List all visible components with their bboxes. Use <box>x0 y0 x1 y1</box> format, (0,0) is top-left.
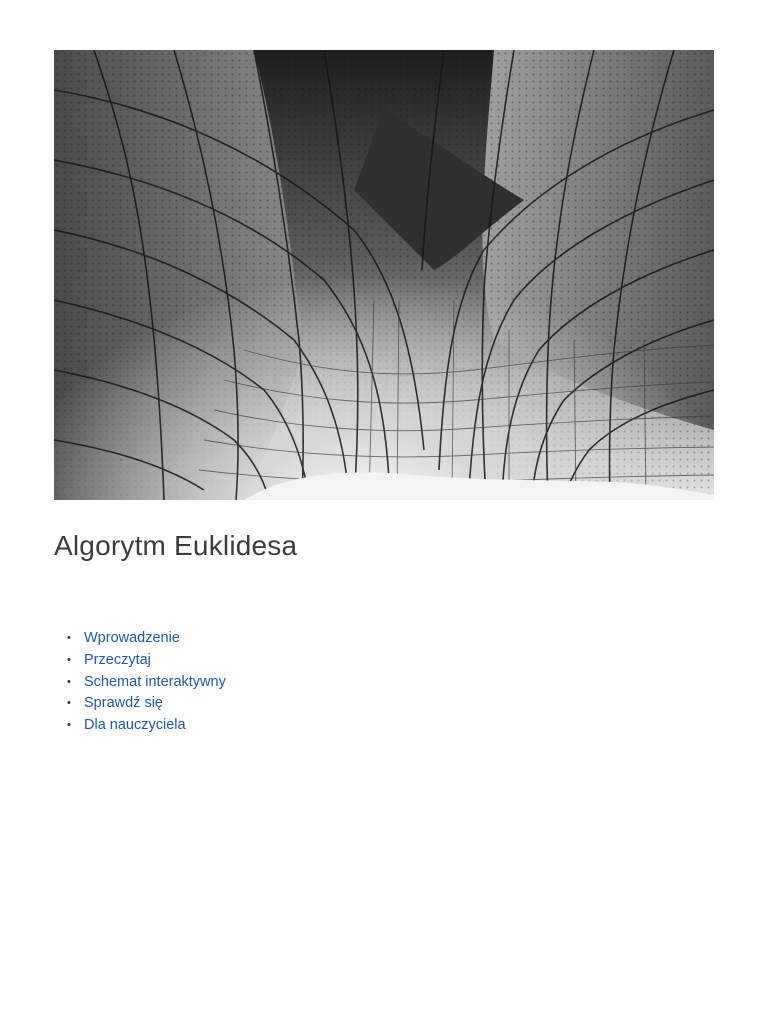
toc-item-schemat-interaktywny <box>67 672 226 694</box>
bullet-icon: • <box>67 632 71 644</box>
toc-link-dla-nauczyciela[interactable]: Dla nauczyciela <box>84 717 186 734</box>
toc-link-schemat-interaktywny[interactable]: Schemat interaktywny <box>84 673 226 690</box>
bullet-icon: • <box>67 697 71 710</box>
table-of-contents <box>54 628 226 737</box>
toc-item-dla-nauczyciela <box>67 715 226 737</box>
bullet-icon: • <box>67 719 71 732</box>
ceiling-photo <box>54 50 714 500</box>
bullet-icon: • <box>67 653 71 666</box>
bullet-icon: • <box>67 675 71 688</box>
toc-link-sprawdz-sie[interactable]: Sprawdź się <box>84 695 163 712</box>
toc-item-przeczytaj <box>67 650 226 672</box>
toc-item-wprowadzenie <box>67 628 226 650</box>
toc-item-sprawdz-sie <box>67 693 226 715</box>
hero-image <box>54 50 714 500</box>
toc-link-przeczytaj[interactable]: Przeczytaj <box>84 651 151 668</box>
page-title: Algorytm Euklidesa <box>54 530 298 561</box>
toc-link-wprowadzenie[interactable]: Wprowadzenie <box>84 630 180 646</box>
